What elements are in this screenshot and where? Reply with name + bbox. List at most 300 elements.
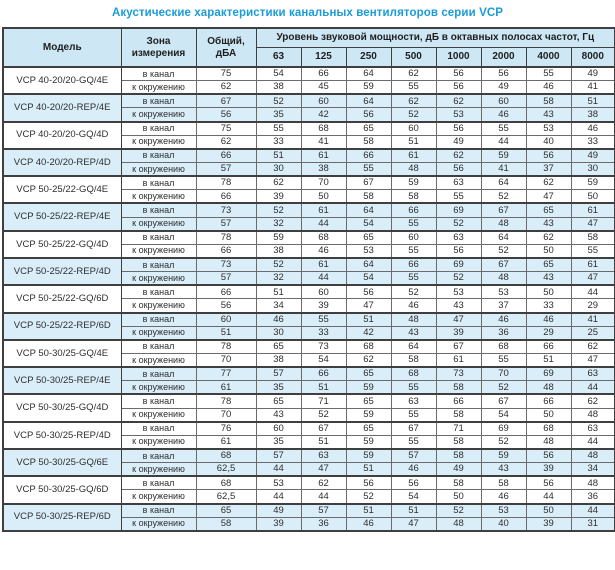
band-value: 55: [436, 190, 481, 204]
band-value: 36: [571, 490, 615, 504]
measurement-zone: к окружению: [121, 135, 196, 149]
band-value: 33: [571, 135, 615, 149]
band-value: 59: [571, 176, 615, 190]
band-value: 51: [301, 435, 346, 449]
total-dba-value: 58: [196, 517, 256, 531]
measurement-zone: в канал: [121, 67, 196, 81]
band-value: 40: [481, 517, 526, 531]
band-value: 56: [391, 476, 436, 490]
band-value: 59: [346, 381, 391, 395]
band-value: 49: [571, 67, 615, 81]
band-value: 66: [391, 258, 436, 272]
model-block: [3, 94, 615, 121]
band-value: 64: [346, 258, 391, 272]
band-value: 71: [436, 422, 481, 436]
band-value: 33: [256, 135, 301, 149]
model-name: VCP 50-25/22-REP/4D: [3, 258, 121, 285]
band-value: 73: [301, 340, 346, 354]
table-row: [3, 231, 615, 245]
band-value: 65: [526, 203, 571, 217]
band-value: 44: [256, 463, 301, 477]
table-row: [3, 258, 615, 272]
band-value: 55: [391, 408, 436, 422]
total-dba-value: 73: [196, 203, 256, 217]
band-value: 65: [346, 367, 391, 381]
band-value: 65: [256, 340, 301, 354]
band-value: 52: [481, 190, 526, 204]
band-value: 54: [391, 490, 436, 504]
band-value: 56: [436, 244, 481, 258]
band-value: 52: [436, 504, 481, 518]
band-value: 46: [391, 299, 436, 313]
model-block: [3, 285, 615, 312]
band-value: 41: [481, 162, 526, 176]
band-value: 47: [391, 517, 436, 531]
band-value: 48: [526, 381, 571, 395]
model-block: [3, 367, 615, 394]
band-value: 66: [346, 149, 391, 163]
band-value: 37: [526, 162, 571, 176]
measurement-zone: к окружению: [121, 381, 196, 395]
band-value: 62: [256, 176, 301, 190]
model-name: VCP 50-30/25-REP/4D: [3, 422, 121, 449]
band-value: 61: [301, 203, 346, 217]
band-value: 65: [346, 122, 391, 136]
table-row: [3, 422, 615, 436]
measurement-zone: в канал: [121, 449, 196, 463]
band-value: 69: [436, 258, 481, 272]
model-block: [3, 176, 615, 203]
measurement-zone: в канал: [121, 394, 196, 408]
measurement-zone: в канал: [121, 176, 196, 190]
model-block: [3, 149, 615, 176]
measurement-zone: в канал: [121, 122, 196, 136]
model-block: [3, 231, 615, 258]
band-value: 60: [256, 422, 301, 436]
band-value: 46: [391, 463, 436, 477]
band-value: 59: [256, 231, 301, 245]
total-dba-value: 61: [196, 381, 256, 395]
band-value: 52: [436, 272, 481, 286]
band-value: 44: [301, 490, 346, 504]
measurement-zone: к окружению: [121, 408, 196, 422]
band-value: 47: [571, 272, 615, 286]
band-value: 68: [391, 367, 436, 381]
band-value: 61: [436, 353, 481, 367]
band-value: 62: [301, 476, 346, 490]
measurement-zone: к окружению: [121, 190, 196, 204]
band-value: 51: [301, 381, 346, 395]
band-value: 54: [301, 353, 346, 367]
column-header-model: Модель: [3, 28, 121, 67]
band-value: 36: [481, 326, 526, 340]
total-dba-value: 70: [196, 353, 256, 367]
model-name: VCP 40-20/20-GQ/4D: [3, 122, 121, 149]
band-value: 67: [346, 176, 391, 190]
band-value: 59: [391, 176, 436, 190]
model-block: [3, 394, 615, 421]
measurement-zone: в канал: [121, 285, 196, 299]
total-dba-value: 67: [196, 94, 256, 108]
band-value: 57: [256, 367, 301, 381]
band-value: 58: [391, 190, 436, 204]
band-value: 44: [256, 490, 301, 504]
total-dba-value: 57: [196, 272, 256, 286]
total-dba-value: 76: [196, 422, 256, 436]
band-value: 47: [346, 299, 391, 313]
band-value: 67: [391, 422, 436, 436]
band-value: 49: [571, 149, 615, 163]
band-value: 68: [346, 340, 391, 354]
band-value: 38: [256, 81, 301, 95]
band-value: 48: [481, 217, 526, 231]
band-value: 49: [481, 81, 526, 95]
band-value: 33: [526, 299, 571, 313]
band-value: 43: [256, 408, 301, 422]
total-dba-value: 66: [196, 244, 256, 258]
model-name: VCP 40-20/20-GQ/4E: [3, 67, 121, 94]
table-row: [3, 449, 615, 463]
band-value: 58: [436, 449, 481, 463]
band-value: 55: [301, 313, 346, 327]
band-value: 37: [481, 299, 526, 313]
band-value: 44: [481, 135, 526, 149]
band-value: 53: [481, 285, 526, 299]
band-value: 64: [391, 340, 436, 354]
band-value: 41: [301, 135, 346, 149]
band-value: 51: [571, 94, 615, 108]
band-value: 60: [391, 231, 436, 245]
column-header-freq-63: 63: [256, 47, 301, 67]
band-value: 65: [256, 394, 301, 408]
measurement-zone: к окружению: [121, 299, 196, 313]
model-block: [3, 422, 615, 449]
band-value: 32: [256, 217, 301, 231]
total-dba-value: 56: [196, 299, 256, 313]
band-value: 64: [346, 94, 391, 108]
band-value: 68: [526, 422, 571, 436]
column-header-freq-500: 500: [391, 47, 436, 67]
band-value: 55: [391, 244, 436, 258]
band-value: 32: [256, 272, 301, 286]
band-value: 52: [256, 258, 301, 272]
band-value: 50: [526, 504, 571, 518]
band-value: 70: [481, 367, 526, 381]
band-value: 58: [436, 381, 481, 395]
band-value: 63: [391, 394, 436, 408]
band-value: 62: [391, 94, 436, 108]
model-name: VCP 50-30/25-GQ/6E: [3, 449, 121, 476]
band-value: 46: [526, 313, 571, 327]
band-value: 43: [526, 272, 571, 286]
band-value: 58: [391, 353, 436, 367]
total-dba-value: 68: [196, 476, 256, 490]
table-row: [3, 94, 615, 108]
measurement-zone: в канал: [121, 313, 196, 327]
model-block: [3, 203, 615, 230]
table-header: [3, 28, 615, 67]
band-value: 56: [436, 122, 481, 136]
model-name: VCP 50-25/22-REP/4E: [3, 203, 121, 230]
measurement-zone: в канал: [121, 422, 196, 436]
band-value: 51: [256, 285, 301, 299]
band-value: 35: [256, 435, 301, 449]
band-value: 69: [436, 203, 481, 217]
band-value: 52: [391, 108, 436, 122]
model-block: [3, 476, 615, 503]
band-value: 52: [481, 435, 526, 449]
band-value: 39: [256, 517, 301, 531]
band-value: 56: [436, 162, 481, 176]
band-value: 52: [256, 203, 301, 217]
band-value: 58: [436, 476, 481, 490]
band-value: 67: [301, 422, 346, 436]
band-value: 56: [436, 81, 481, 95]
band-value: 66: [436, 394, 481, 408]
band-value: 62: [391, 67, 436, 81]
band-value: 46: [256, 313, 301, 327]
band-value: 56: [526, 449, 571, 463]
band-value: 65: [346, 231, 391, 245]
band-value: 41: [571, 81, 615, 95]
band-value: 63: [571, 422, 615, 436]
total-dba-value: 66: [196, 149, 256, 163]
band-value: 60: [391, 122, 436, 136]
band-value: 59: [481, 449, 526, 463]
band-value: 58: [436, 408, 481, 422]
table-row: [3, 149, 615, 163]
band-value: 52: [346, 490, 391, 504]
band-value: 55: [481, 122, 526, 136]
table-row: [3, 176, 615, 190]
band-value: 36: [301, 517, 346, 531]
band-value: 52: [481, 381, 526, 395]
band-value: 30: [571, 162, 615, 176]
band-value: 46: [481, 313, 526, 327]
model-block: [3, 67, 615, 94]
band-value: 38: [256, 353, 301, 367]
total-dba-value: 73: [196, 258, 256, 272]
band-value: 69: [481, 422, 526, 436]
band-value: 47: [436, 313, 481, 327]
measurement-zone: в канал: [121, 203, 196, 217]
measurement-zone: к окружению: [121, 81, 196, 95]
measurement-zone: к окружению: [121, 272, 196, 286]
band-value: 61: [391, 149, 436, 163]
band-value: 51: [391, 504, 436, 518]
measurement-zone: к окружению: [121, 353, 196, 367]
column-header-freq-1000: 1000: [436, 47, 481, 67]
band-value: 60: [481, 94, 526, 108]
model-name: VCP 50-30/25-REP/4E: [3, 367, 121, 394]
band-value: 43: [526, 217, 571, 231]
table-row: [3, 67, 615, 81]
table-row: [3, 340, 615, 354]
total-dba-value: 66: [196, 285, 256, 299]
band-value: 63: [436, 176, 481, 190]
band-value: 40: [526, 135, 571, 149]
total-dba-value: 78: [196, 231, 256, 245]
band-value: 43: [436, 299, 481, 313]
band-value: 30: [256, 162, 301, 176]
model-name: VCP 50-30/25-GQ/4E: [3, 340, 121, 367]
band-value: 58: [346, 135, 391, 149]
measurement-zone: в канал: [121, 367, 196, 381]
band-value: 29: [571, 299, 615, 313]
band-value: 58: [571, 231, 615, 245]
band-value: 41: [571, 313, 615, 327]
column-header-freq-250: 250: [346, 47, 391, 67]
band-value: 48: [571, 449, 615, 463]
table-row: [3, 504, 615, 518]
band-value: 65: [346, 394, 391, 408]
band-value: 54: [346, 272, 391, 286]
total-dba-value: 56: [196, 108, 256, 122]
measurement-zone: в канал: [121, 149, 196, 163]
band-value: 44: [571, 285, 615, 299]
band-value: 55: [391, 217, 436, 231]
band-value: 49: [436, 135, 481, 149]
band-value: 35: [256, 381, 301, 395]
band-value: 51: [526, 353, 571, 367]
total-dba-value: 57: [196, 162, 256, 176]
column-header-freq-4000: 4000: [526, 47, 571, 67]
band-value: 51: [391, 135, 436, 149]
column-header-freq-2000: 2000: [481, 47, 526, 67]
band-value: 54: [256, 67, 301, 81]
total-dba-value: 57: [196, 217, 256, 231]
band-value: 48: [571, 476, 615, 490]
band-value: 55: [526, 67, 571, 81]
band-value: 50: [436, 490, 481, 504]
band-value: 34: [256, 299, 301, 313]
band-value: 55: [391, 272, 436, 286]
column-header-freq-125: 125: [301, 47, 346, 67]
band-value: 66: [391, 203, 436, 217]
band-value: 59: [346, 81, 391, 95]
band-value: 59: [346, 449, 391, 463]
total-dba-value: 75: [196, 67, 256, 81]
band-value: 60: [301, 94, 346, 108]
band-value: 65: [346, 422, 391, 436]
band-value: 62: [346, 353, 391, 367]
band-value: 50: [526, 408, 571, 422]
acoustic-characteristics-table: [2, 27, 615, 532]
band-value: 68: [301, 122, 346, 136]
band-value: 64: [346, 67, 391, 81]
band-value: 48: [526, 435, 571, 449]
total-dba-value: 66: [196, 190, 256, 204]
band-value: 63: [301, 449, 346, 463]
band-value: 66: [301, 67, 346, 81]
measurement-zone: к окружению: [121, 326, 196, 340]
band-value: 46: [346, 517, 391, 531]
band-value: 67: [481, 258, 526, 272]
model-name: VCP 50-25/22-GQ/4E: [3, 176, 121, 203]
band-value: 48: [481, 272, 526, 286]
band-value: 55: [391, 81, 436, 95]
band-value: 62: [436, 94, 481, 108]
model-name: VCP 40-20/20-REP/4E: [3, 94, 121, 121]
measurement-zone: к окружению: [121, 490, 196, 504]
band-value: 43: [481, 463, 526, 477]
column-header-total: Общий, дБА: [196, 28, 256, 67]
model-block: [3, 504, 615, 531]
band-value: 44: [301, 272, 346, 286]
band-value: 65: [526, 258, 571, 272]
measurement-zone: в канал: [121, 504, 196, 518]
band-value: 61: [301, 149, 346, 163]
band-value: 59: [346, 408, 391, 422]
band-value: 68: [481, 340, 526, 354]
table-row: [3, 122, 615, 136]
band-value: 25: [571, 326, 615, 340]
band-value: 55: [391, 435, 436, 449]
band-value: 50: [301, 190, 346, 204]
table-row: [3, 367, 615, 381]
measurement-zone: в канал: [121, 258, 196, 272]
band-value: 48: [391, 162, 436, 176]
band-value: 44: [526, 490, 571, 504]
band-value: 56: [481, 67, 526, 81]
model-name: VCP 50-30/25-GQ/4D: [3, 394, 121, 421]
band-value: 56: [436, 67, 481, 81]
band-value: 46: [301, 244, 346, 258]
page-title: Акустические характеристики канальных вентиляторов серии VCP: [111, 7, 504, 19]
band-value: 44: [571, 381, 615, 395]
band-value: 53: [436, 285, 481, 299]
band-value: 54: [481, 408, 526, 422]
band-value: 63: [436, 231, 481, 245]
band-value: 29: [526, 326, 571, 340]
band-value: 69: [526, 367, 571, 381]
band-value: 58: [481, 476, 526, 490]
band-value: 67: [481, 203, 526, 217]
band-value: 47: [571, 353, 615, 367]
total-dba-value: 70: [196, 408, 256, 422]
band-value: 61: [571, 203, 615, 217]
band-value: 67: [436, 340, 481, 354]
model-name: VCP 50-30/25-GQ/6D: [3, 476, 121, 503]
band-value: 60: [301, 285, 346, 299]
band-value: 39: [526, 463, 571, 477]
total-dba-value: 68: [196, 449, 256, 463]
band-value: 63: [571, 367, 615, 381]
model-block: [3, 258, 615, 285]
band-value: 49: [256, 504, 301, 518]
measurement-zone: к окружению: [121, 517, 196, 531]
band-value: 35: [256, 108, 301, 122]
band-value: 64: [481, 231, 526, 245]
band-value: 56: [526, 149, 571, 163]
band-value: 71: [301, 394, 346, 408]
band-value: 57: [391, 449, 436, 463]
total-dba-value: 77: [196, 367, 256, 381]
band-value: 43: [526, 108, 571, 122]
band-value: 39: [526, 517, 571, 531]
band-value: 55: [571, 244, 615, 258]
measurement-zone: к окружению: [121, 463, 196, 477]
band-value: 53: [481, 504, 526, 518]
band-value: 45: [301, 81, 346, 95]
band-value: 50: [526, 285, 571, 299]
band-value: 52: [436, 217, 481, 231]
band-value: 70: [301, 176, 346, 190]
table-row: [3, 476, 615, 490]
band-value: 43: [391, 326, 436, 340]
band-value: 46: [526, 81, 571, 95]
band-value: 55: [391, 381, 436, 395]
